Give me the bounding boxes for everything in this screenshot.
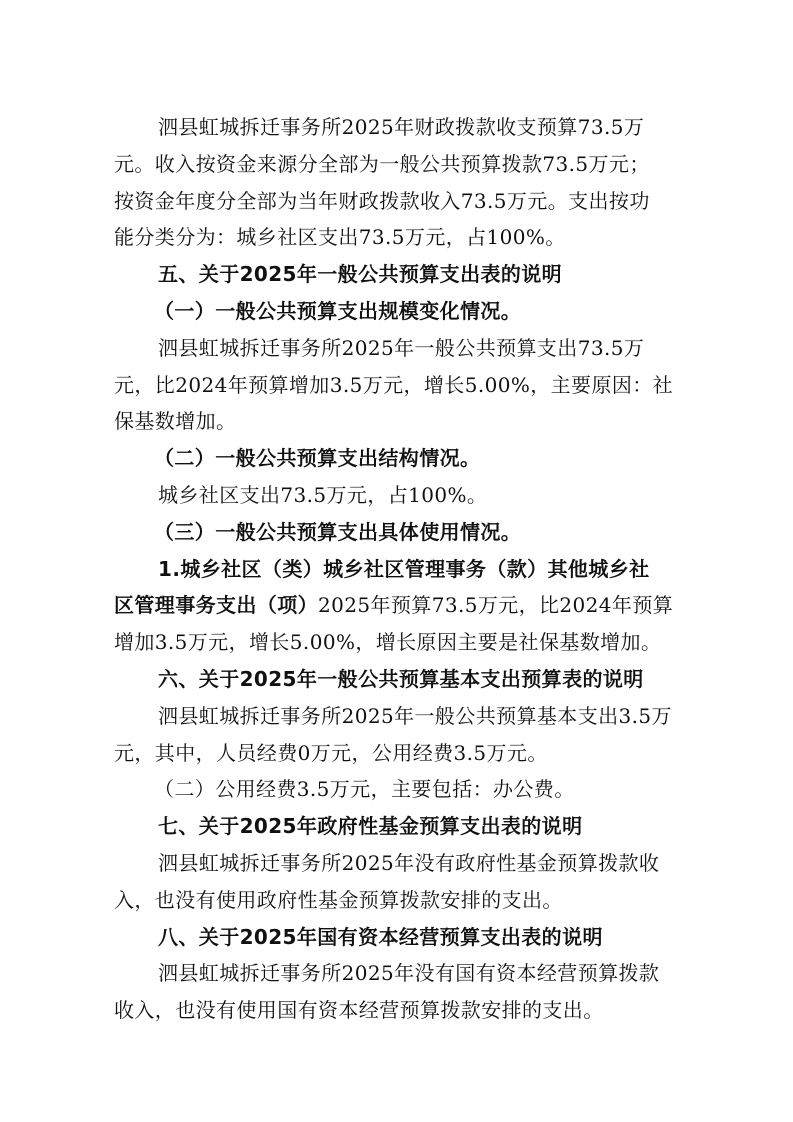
paragraph-line: 城乡社区支出73.5万元，占100%。 (158, 482, 488, 507)
paragraph-line: 泗县虹城拆迁事务所2025年没有政府性基金预算拨款收 (158, 850, 660, 875)
paragraph-line: 泗县虹城拆迁事务所2025年财政拨款收支预算73.5万 (158, 115, 645, 139)
mixed-paragraph-line (114, 587, 683, 624)
bold-item-heading: 1.城乡社区（类）城乡社区管理事务（款）其他城乡社 (158, 556, 650, 581)
paragraph-line: 增加3.5万元，增长5.00%，增长原因主要是社保基数增加。 (114, 630, 662, 655)
section-heading: 六、关于2025年一般公共预算基本支出预算表的说明 (158, 666, 644, 691)
paragraph-line: 保基数增加。 (114, 409, 237, 434)
paragraph-line: 能分类分为：城乡社区支出73.5万元，占100%。 (114, 225, 566, 250)
paragraph-line: 元。收入按资金来源分全部为一般公共预算拨款73.5万元； (114, 151, 650, 176)
paragraph-line: 收入，也没有使用国有资本经营预算拨款安排的支出。 (114, 998, 604, 1023)
section-heading: 七、关于2025年政府性基金预算支出表的说明 (158, 814, 583, 839)
section-heading: 八、关于2025年国有资本经营预算支出表的说明 (158, 924, 603, 949)
subsection-heading: （三）一般公共预算支出具体使用情况。 (154, 519, 522, 544)
subsection-heading: （二）一般公共预算支出结构情况。 (154, 446, 481, 471)
section-heading: 五、关于2025年一般公共预算支出表的说明 (158, 262, 563, 287)
paragraph-line: 泗县虹城拆迁事务所2025年一般公共预算支出73.5万 (158, 335, 645, 360)
bold-item-label: 区管理事务支出（项） (114, 593, 318, 618)
paragraph-line: 按资金年度分全部为当年财政拨款收入73.5万元。支出按功 (114, 188, 650, 213)
paragraph-fragment: 2025年预算73.5万元，比2024年预算 (318, 593, 674, 618)
paragraph-line: （二）公用经费3.5万元，主要包括：办公费。 (154, 777, 575, 802)
paragraph-line: 泗县虹城拆迁事务所2025年一般公共预算基本支出3.5万 (158, 703, 672, 728)
paragraph-line: 元，比2024年预算增加3.5万元，增长5.00%，主要原因：社 (114, 372, 674, 397)
paragraph-line: 泗县虹城拆迁事务所2025年没有国有资本经营预算拨款 (158, 961, 660, 986)
paragraph-line: 入，也没有使用政府性基金预算拨款安排的支出。 (114, 887, 563, 912)
subsection-heading: （一）一般公共预算支出规模变化情况。 (154, 298, 522, 323)
paragraph-line: 元，其中，人员经费0万元，公用经费3.5万元。 (114, 740, 548, 765)
